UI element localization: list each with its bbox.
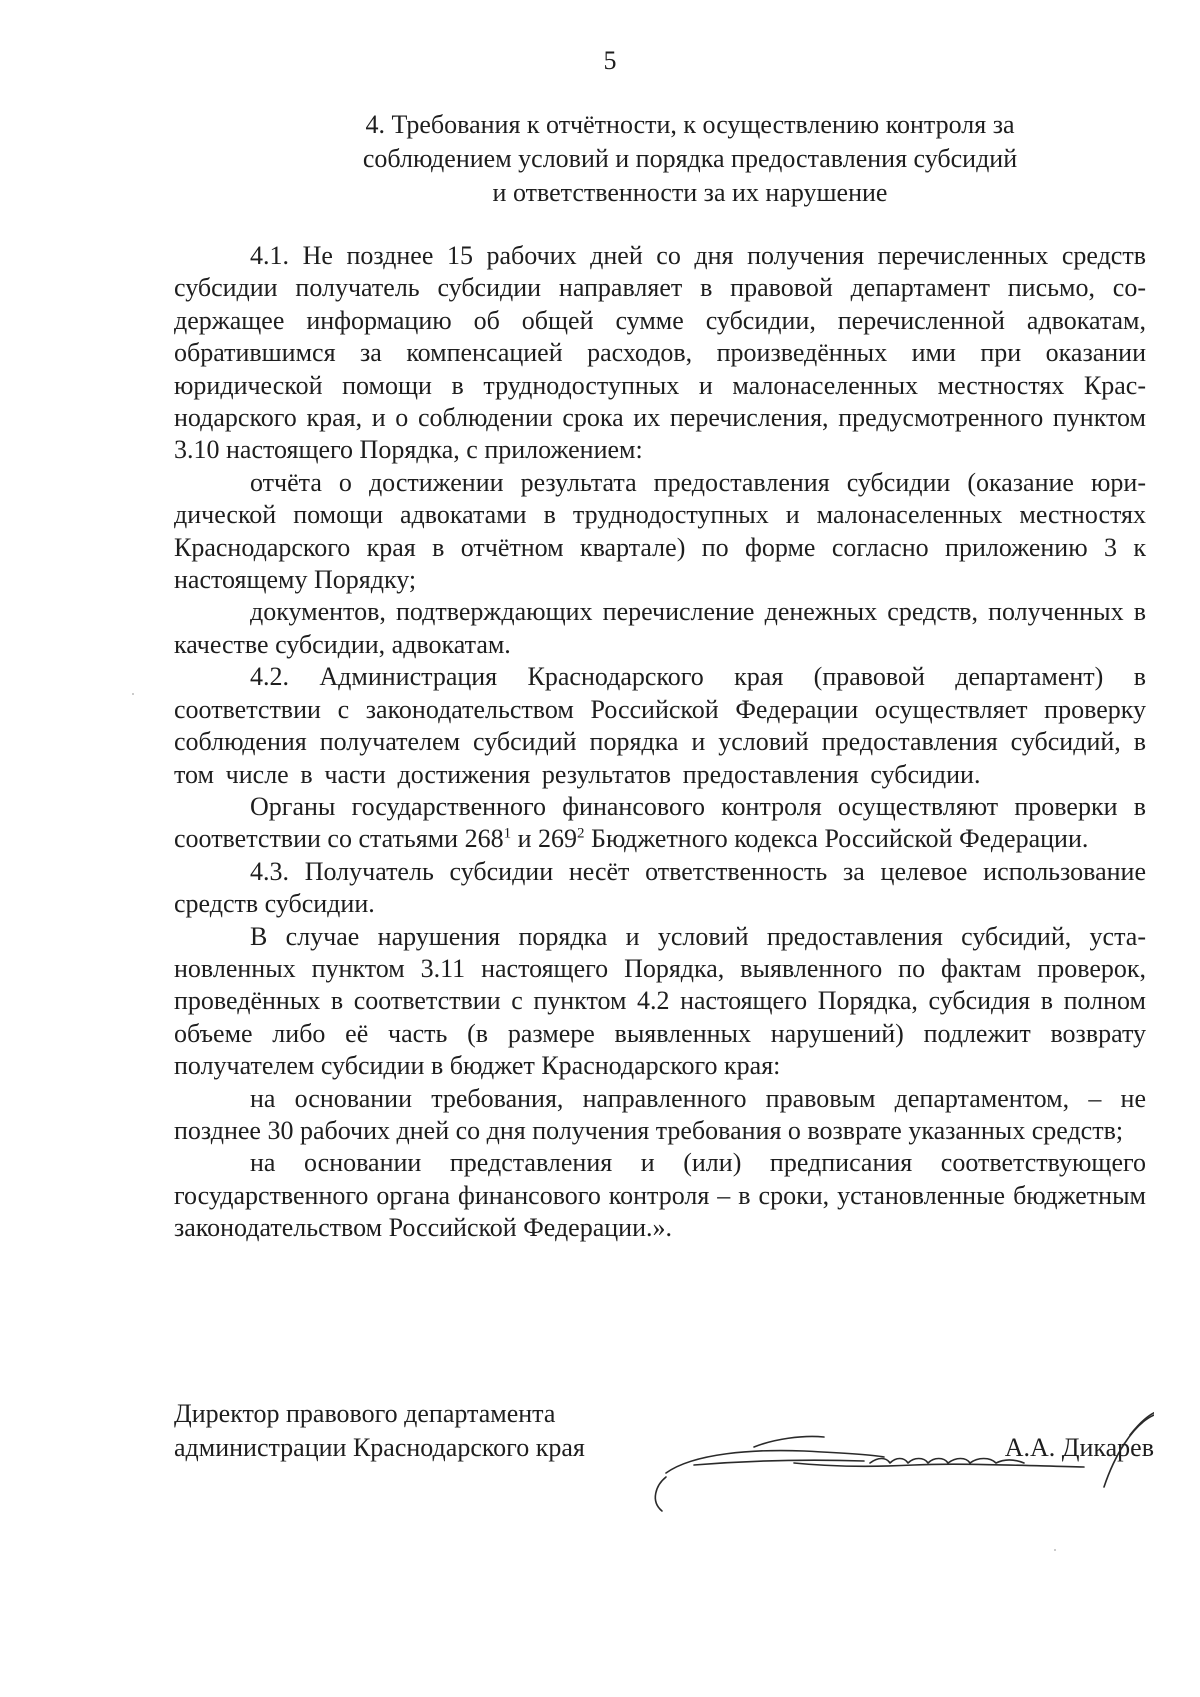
section-title-line: соблюдением условий и порядка предоставления субсидий	[362, 144, 1018, 173]
page-number: 5	[603, 46, 617, 75]
paragraph-presentation: на основании представления и (или) предписания соответствующего государственного органа финансового контроля – в сроки, установленные бюджетным законодательством Российской Федерации.».	[174, 1148, 1146, 1243]
section-title-line: и ответственности за их нарушение	[492, 178, 888, 207]
signatory-title-line: Директор правового департамента	[174, 1399, 556, 1428]
signatory-name: А.А. Дикарев	[1004, 1433, 1154, 1462]
section-title-line: 4. Требования к отчётности, к осуществлению контроля за	[365, 110, 1015, 139]
signatory-title	[174, 1397, 634, 1465]
paragraph-4-3: 4.3. Получатель субсидии несёт ответственность за целевое использование средств субсидии.	[174, 856, 1146, 919]
paragraph-report-item: отчёта о достижении результата предоставления субсидии (оказание юридической помощи адвокатами в труднодоступных и малонаселенных местностях Краснодарского края в отчётном квартале) по форме согласно приложению 3 к настоящему Порядку;	[174, 467, 1146, 595]
section-title	[250, 108, 1130, 210]
paragraph-violation: В случае нарушения порядка и условий предоставления субсидий, установленных пунктом 3.11 настоящего Порядка, выявленного по фактам проверок, проведённых в соответствии с пунктом 4.2 настоящего Порядка, субсидия в полном объеме либо её часть (в размере выявленных нарушений) подлежит возврату получателем субсидии в бюджет Краснодарского края:	[174, 921, 1146, 1081]
financial-control-text: Бюджетного кодекса Российской Федерации.	[584, 824, 1089, 854]
paragraph-demand: на основании требования, направленного правовым департаментом, – не позднее 30 рабочих дней со дня получения требования о возврате указанных средств;	[174, 1083, 1146, 1145]
paragraph-4-1: 4.1. Не позднее 15 рабочих дней со дня получения перечисленных средств субсидии получатель субсидии направляет в правовой департамент письмо, содержащее информацию об общей сумме субсидии, перечисленной адвокатам, обратившимся за компенсацией расходов, произведённых ими при оказании юридической помощи в труднодоступных и малонаселенных местностях Краснодарского края, и о соблюдении срока их перечисления, предусмотренного пунктом 3.10 настоящего Порядка, с приложением:	[174, 241, 1146, 465]
financial-control-text: Органы государственного финансового контроля осуществляют проверки в соответствии со статьями 268	[174, 791, 1146, 854]
paragraph-documents-item: документов, подтверждающих перечисление денежных средств, полученных в качестве субсидии, адвокатам.	[174, 597, 1146, 659]
superscript-1: 1	[503, 825, 512, 842]
scan-speck	[1054, 1549, 1056, 1551]
superscript-2: 2	[577, 825, 585, 842]
signature-block	[174, 1397, 1154, 1517]
financial-control-text: и 269	[511, 824, 578, 854]
document-body	[174, 240, 1146, 1245]
paragraph-4-2: 4.2. Администрация Краснодарского края (правовой департамент) в соответствии с законодательством Российской Федерации осуществляет проверку соблюдения получателем субсидий порядка и условий предоставления субсидий, в том числе в части достижения результатов предоставления субсидии.	[174, 662, 1146, 789]
scan-speck	[132, 693, 134, 695]
signatory-title-line: администрации Краснодарского края	[174, 1433, 585, 1462]
paragraph-financial-control	[174, 791, 1146, 856]
